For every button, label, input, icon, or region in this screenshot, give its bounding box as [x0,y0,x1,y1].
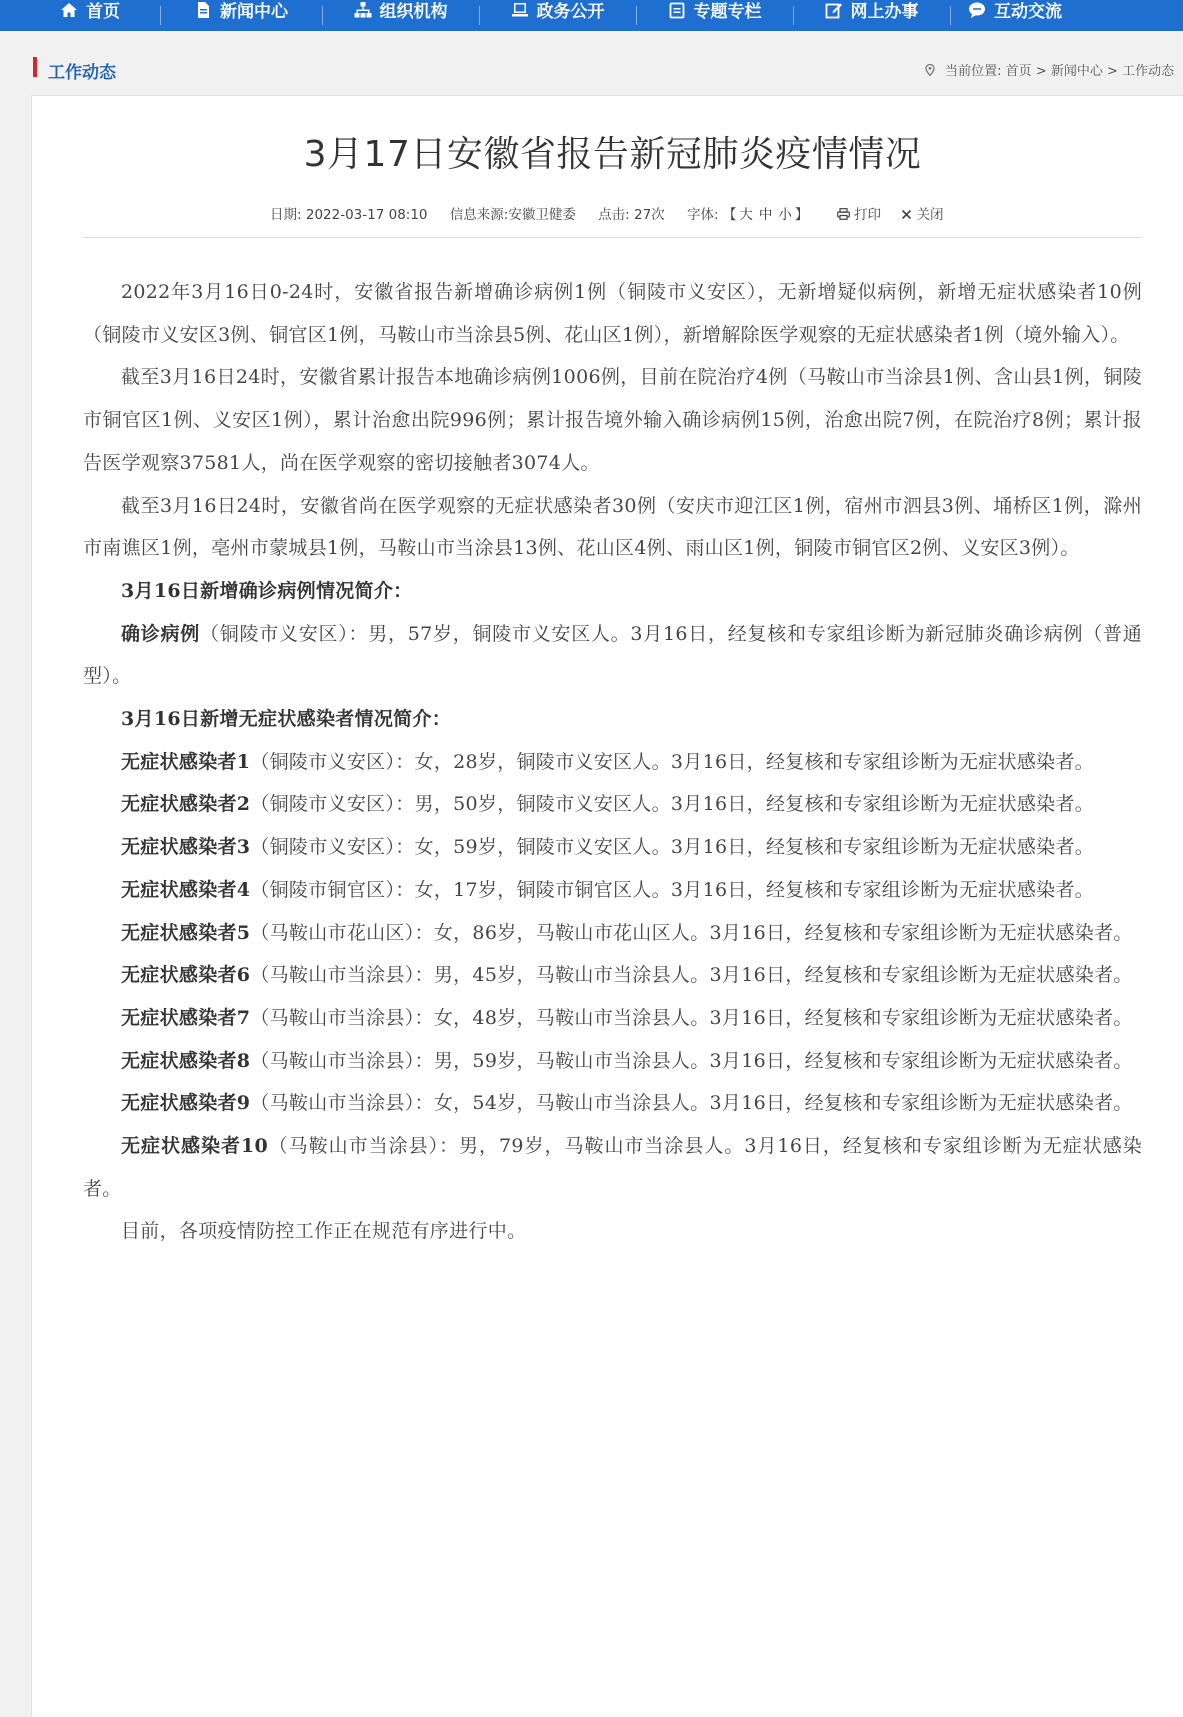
laptop-icon [511,1,529,19]
asymptomatic-case [83,1082,1142,1125]
asymptomatic-case [83,783,1142,826]
font-size-label: 字体: [687,207,719,223]
paragraph-closing: 目前，各项疫情防控工作正在规范有序进行中。 [121,1220,527,1243]
nav-item-home[interactable] [0,0,160,31]
meta-date-value: 2022-03-17 08:10 [305,207,428,223]
nav-item-org[interactable] [322,0,479,31]
case-text: （马鞍山市花山区）：女，86岁，马鞍山市花山区人。3月16日，经复核和专家组诊断为无症状感染者。 [250,921,1133,944]
close-button[interactable] [901,207,943,223]
heading-new-confirmed [83,570,1142,613]
case-text: （铜陵市铜官区）：女，17岁，铜陵市铜官区人。3月16日，经复核和专家组诊断为无症状感染者。 [250,878,1095,901]
font-size-medium[interactable]: 中 [758,207,773,223]
asymptomatic-case [83,1125,1142,1210]
nav-item-gov-info[interactable] [479,0,636,31]
meta-clicks [598,207,665,223]
heading-new-asymptomatic [83,698,1142,741]
nav-label: 网上办事 [850,2,919,22]
breadcrumb-sep: > [1107,64,1118,79]
meta-source-label: 信息来源: [449,207,509,223]
case-label: 无症状感染者1 [121,750,251,773]
title-divider [83,237,1142,238]
case-label: 无症状感染者7 [121,1006,251,1029]
case-label: 确诊病例 [121,622,200,645]
section-marker [33,57,37,77]
case-label: 无症状感染者3 [121,836,251,859]
meta-source [450,207,576,223]
case-label: 无症状感染者2 [121,793,251,816]
close-icon [901,209,912,220]
case-text: （马鞍山市当涂县）：女，48岁，马鞍山市当涂县人。3月16日，经复核和专家组诊断为无症状感染者。 [250,1006,1133,1029]
print-label: 打印 [853,207,881,223]
clipboard-icon [668,1,686,19]
font-size-bracket-open: 【 [722,207,737,223]
breadcrumb-news[interactable]: 新闻中心 [1050,64,1103,79]
breadcrumb-sep: > [1035,64,1047,79]
home-icon [60,1,78,19]
case-text: （铜陵市义安区）：男，57岁，铜陵市义安区人。3月16日，经复核和专家组诊断为新冠肺炎确诊病例（普通型）。 [83,622,1142,688]
asymptomatic-case [83,869,1142,912]
meta-clicks-label: 点击: [598,207,630,223]
breadcrumb-prefix: 当前位置: [945,64,1002,79]
close-label: 关闭 [916,207,944,223]
breadcrumb-home[interactable]: 首页 [1005,64,1032,79]
case-label: 无症状感染者4 [121,878,251,901]
nav-item-topics[interactable] [636,0,793,31]
top-nav [0,0,1183,31]
document-icon [194,1,212,19]
heading-text: 3月16日新增确诊病例情况简介： [121,579,413,602]
nav-item-online-service[interactable] [793,0,950,31]
case-text: （马鞍山市当涂县）：男，59岁，马鞍山市当涂县人。3月16日，经复核和专家组诊断为无症状感染者。 [250,1049,1133,1072]
case-label: 无症状感染者8 [121,1049,251,1072]
org-chart-icon [354,1,372,19]
article-body [83,271,1142,1253]
case-label: 无症状感染者6 [121,964,251,987]
asymptomatic-case [83,1040,1142,1083]
heading-text: 3月16日新增无症状感染者情况简介： [121,708,452,731]
confirmed-case [83,613,1142,698]
case-text: （铜陵市义安区）：女，59岁，铜陵市义安区人。3月16日，经复核和专家组诊断为无症状感染者。 [250,836,1095,859]
breadcrumb [925,60,1174,79]
paragraph-asymptomatic-total: 截至3月16日24时，安徽省尚在医学观察的无症状感染者30例（安庆市迎江区1例，宿州市泗县3例、埇桥区1例，滁州市南谯区1例，亳州市蒙城县1例，马鞍山市当涂县13例、花山区4例、雨山区1例，铜陵市铜官区2例、义安区3例）。 [83,494,1142,560]
asymptomatic-case [83,954,1142,997]
nav-label: 组织机构 [379,2,448,22]
case-text: （马鞍山市当涂县）：男，45岁，马鞍山市当涂县人。3月16日，经复核和专家组诊断为无症状感染者。 [250,964,1133,987]
font-size-large[interactable]: 大 [739,207,753,223]
meta-date-label: 日期: [270,207,302,223]
case-text: （铜陵市义安区）：男，50岁，铜陵市义安区人。3月16日，经复核和专家组诊断为无症状感染者。 [250,793,1095,816]
font-size-bracket-close: 】 [794,207,809,223]
nav-item-news[interactable] [160,0,322,31]
meta-source-value: 安徽卫健委 [508,207,576,223]
asymptomatic-case [83,741,1142,784]
nav-label: 互动交流 [994,2,1062,22]
case-label: 无症状感染者10 [121,1135,268,1158]
nav-label: 政务公开 [536,2,605,22]
edit-icon [825,1,843,19]
nav-label: 专题专栏 [693,2,762,22]
font-size-small[interactable]: 小 [778,207,792,223]
section-title: 工作动态 [48,63,116,83]
meta-date [270,207,428,223]
print-icon [837,208,850,220]
paragraph-summary: 2022年3月16日0-24时，安徽省报告新增确诊病例1例（铜陵市义安区），无新增疑似病例，新增无症状感染者10例（铜陵市义安区3例、铜官区1例，马鞍山市当涂县5例、花山区1例），新增解除医学观察的无症状感染者1例（境外输入）。 [83,281,1142,346]
article-title: 3月17日安徽省报告新冠肺炎疫情情况 [303,134,922,175]
print-button[interactable] [837,207,886,223]
asymptomatic-case [83,826,1142,869]
case-label: 无症状感染者5 [121,921,251,944]
case-label: 无症状感染者9 [121,1092,251,1115]
font-size-selector [687,207,813,223]
asymptomatic-case [83,912,1142,955]
article-meta [270,203,944,223]
paragraph-cumulative: 截至3月16日24时，安徽省累计报告本地确诊病例1006例，目前在院治疗4例（马鞍山市当涂县1例、含山县1例，铜陵市铜官区1例、义安区1例），累计治愈出院996例；累计报告境外输入确诊病例15例，治愈出院7例，在院治疗8例；累计报告医学观察37581人，尚在医学观察的密切接触者3074人。 [83,366,1142,474]
nav-label: 首页 [86,2,120,22]
case-text: （铜陵市义安区）：女，28岁，铜陵市义安区人。3月16日，经复核和专家组诊断为无症状感染者。 [250,750,1095,773]
asymptomatic-case [83,997,1142,1040]
chat-icon [968,1,986,19]
case-text: （马鞍山市当涂县）：女，54岁，马鞍山市当涂县人。3月16日，经复核和专家组诊断为无症状感染者。 [250,1092,1133,1115]
location-pin-icon [925,64,935,76]
nav-item-interaction[interactable] [950,0,1183,31]
case-text: （马鞍山市当涂县）：男，79岁，马鞍山市当涂县人。3月16日，经复核和专家组诊断为无症状感染者。 [83,1135,1143,1200]
breadcrumb-work-news[interactable]: 工作动态 [1122,64,1175,79]
nav-label: 新闻中心 [220,2,288,22]
meta-clicks-value: 27次 [634,207,665,223]
